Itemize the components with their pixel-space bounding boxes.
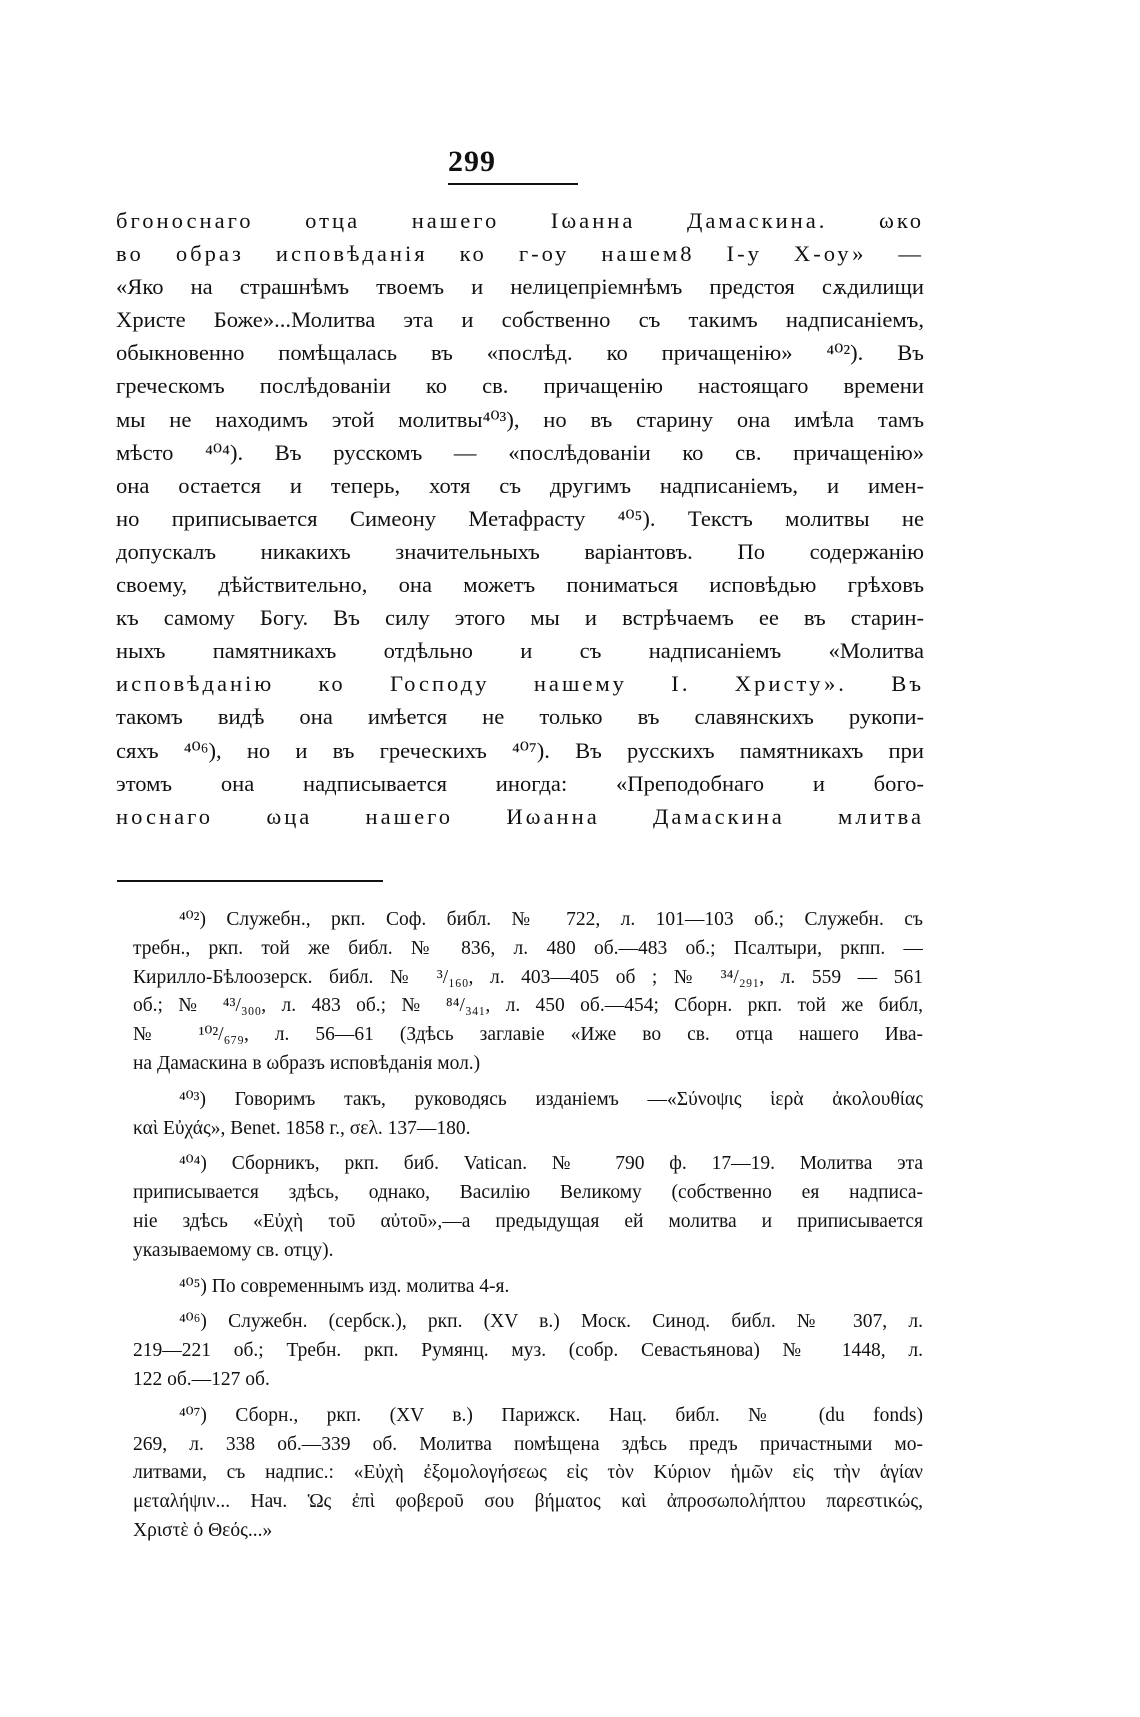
text-line: мы не находимъ этой молитвы⁴⁰³), но въ старину она имѣла тамъ [116,406,924,432]
footnote-line: об.; № ⁴³/₃₀₀, л. 483 об.; № ⁸⁴/₃₄₁, л. 450 об.—454; Сборн. ркп. той же библ, [133,995,923,1017]
footnote-406 [133,1308,923,1394]
text-line: ныхъ памятникахъ отдѣльно и съ надписаніемъ «Молитва [116,638,924,664]
footnote-line: приписывается здѣсь, однако, Василію Великому (собственно ея надписа- [133,1182,923,1204]
footnote-line: Χριστὲ ὁ Θεός...» [133,1519,273,1541]
footnote-line: μεταλήψιν... Нач. Ὡς ἐπὶ φοβεροῦ σου βήματος καὶ ἀπροσωπολήπτου παρεστικώς, [133,1491,923,1513]
text-line: исповѣданію ко Господу нашему І. Христу». Въ [116,671,924,697]
footnote-line: ⁴⁰⁵) По современнымъ изд. молитва 4-я. [179,1275,510,1297]
footnotes [133,906,923,1553]
footnote-line: καὶ Εὐχάς», Benet. 1858 г., σελ. 137—180. [133,1117,471,1139]
footnote-line: Кирилло-Бѣлоозерск. библ. № ³/₁₆₀, л. 403—405 об ; № ³⁴/₂₉₁, л. 559 — 561 [133,966,923,988]
main-text [116,204,924,833]
footnote-line: ⁴⁰⁶) Служебн. (сербск.), ркп. (XV в.) Моск. Синод. библ. № 307, л. [179,1311,923,1333]
text-line: мѣсто ⁴⁰⁴). Въ русскомъ — «послѣдованіи ко св. причащенію» [116,439,924,465]
text-line: бгоноснаго отца нашего Iωанна Дамаскина. ωко [116,208,924,233]
footnote-line: 219—221 об.; Требн. ркп. Румянц. муз. (собр. Севастьянова) № 1448, л. [133,1340,923,1362]
footnote-403 [133,1086,923,1144]
footnote-line: ⁴⁰⁷) Сборн., ркп. (XV в.) Парижск. Нац. библ. № (du fonds) [179,1404,923,1426]
footnote-line: ніе здѣсь «Εὐχὴ τοῦ αὐτοῦ»,—а предыдущая ей молитва и приписывается [133,1210,923,1232]
footnote-line: 122 об.—127 об. [133,1368,270,1390]
text-line: обыкновенно помѣщалась въ «послѣд. ко причащенію» ⁴⁰²). Въ [116,340,924,366]
text-line: «Яко на страшнѣмъ твоемъ и нелицепріемнѣмъ предстоя сѫдилищи [116,274,924,300]
text-line: греческомъ послѣдованіи ко св. причащенію настоящаго времени [116,373,924,399]
footnote-407 [133,1402,923,1546]
text-line: допускалъ никакихъ значительныхъ варіантовъ. По содержанію [116,538,924,564]
footnote-line: требн., ркп. той же библ. № 836, л. 480 об.—483 об.; Псалтыри, ркпп. — [133,937,923,959]
text-line: но приписывается Симеону Метафрасту ⁴⁰⁵). Текстъ молитвы не [116,505,924,531]
footnote-line: указываемому св. отцу). [133,1239,334,1261]
text-line: Христе Боже»...Молитва эта и собственно съ такимъ надписаніемъ, [116,307,924,333]
footnote-line: ⁴⁰³) Говоримъ такъ, руководясь изданіемъ —«Σύνοψις ἱερὰ ἀκολουθίας [179,1088,923,1110]
footnote-line: 269, л. 338 об.—339 об. Молитва помѣщена здѣсь предъ причастными мо- [133,1433,923,1455]
footnote-line: литвами, съ надпис.: «Εὐχὴ ἐξομολογήσεως εἰς τὸν Κύριον ἡμῶν εἰς τὴν ἁγίαν [133,1462,923,1484]
footnote-line: на Дамаскина в ωбразъ исповѣданія мол.) [133,1052,481,1074]
footnote-line: ⁴⁰²) Служебн., ркп. Соф. библ. № 722, л. 101—103 об.; Служебн. съ [179,909,923,930]
page-number: 299 [448,145,496,178]
footnote-404 [133,1150,923,1265]
footnote-separator [117,880,383,882]
text-line: этомъ она надписывается иногда: «Преподобнаго и бого- [116,770,924,796]
text-line: къ самому Богу. Въ силу этого мы и встрѣчаемъ ее въ старин- [116,605,924,631]
footnote-405 [133,1273,923,1302]
footnote-402 [133,906,923,1079]
footnote-line: № ¹⁰²/₆₇₉, л. 56—61 (Здѣсь заглавіе «Иже во св. отца нашего Ива- [133,1024,923,1046]
text-line: своему, дѣйствительно, она можетъ пониматься исповѣдью грѣховъ [116,572,924,598]
text-line: сяхъ ⁴⁰⁶), но и въ греческихъ ⁴⁰⁷). Въ русскихъ памятникахъ при [116,737,924,763]
page-number-underline [448,183,578,185]
text-line: во образ исповѣданія ко г-оу нашем8 І-у Х-оу» — [116,241,924,267]
text-line: носнаго ωца нашего Иωанна Дамаскина млитва [116,803,924,829]
text-line: она остается и теперь, хотя съ другимъ надписаніемъ, и имен- [116,472,924,498]
text-line: такомъ видѣ она имѣется не только въ славянскихъ рукопи- [116,704,924,730]
footnote-line: ⁴⁰⁴) Сборникъ, ркп. биб. Vatican. № 790 ф. 17—19. Молитва эта [179,1153,923,1175]
